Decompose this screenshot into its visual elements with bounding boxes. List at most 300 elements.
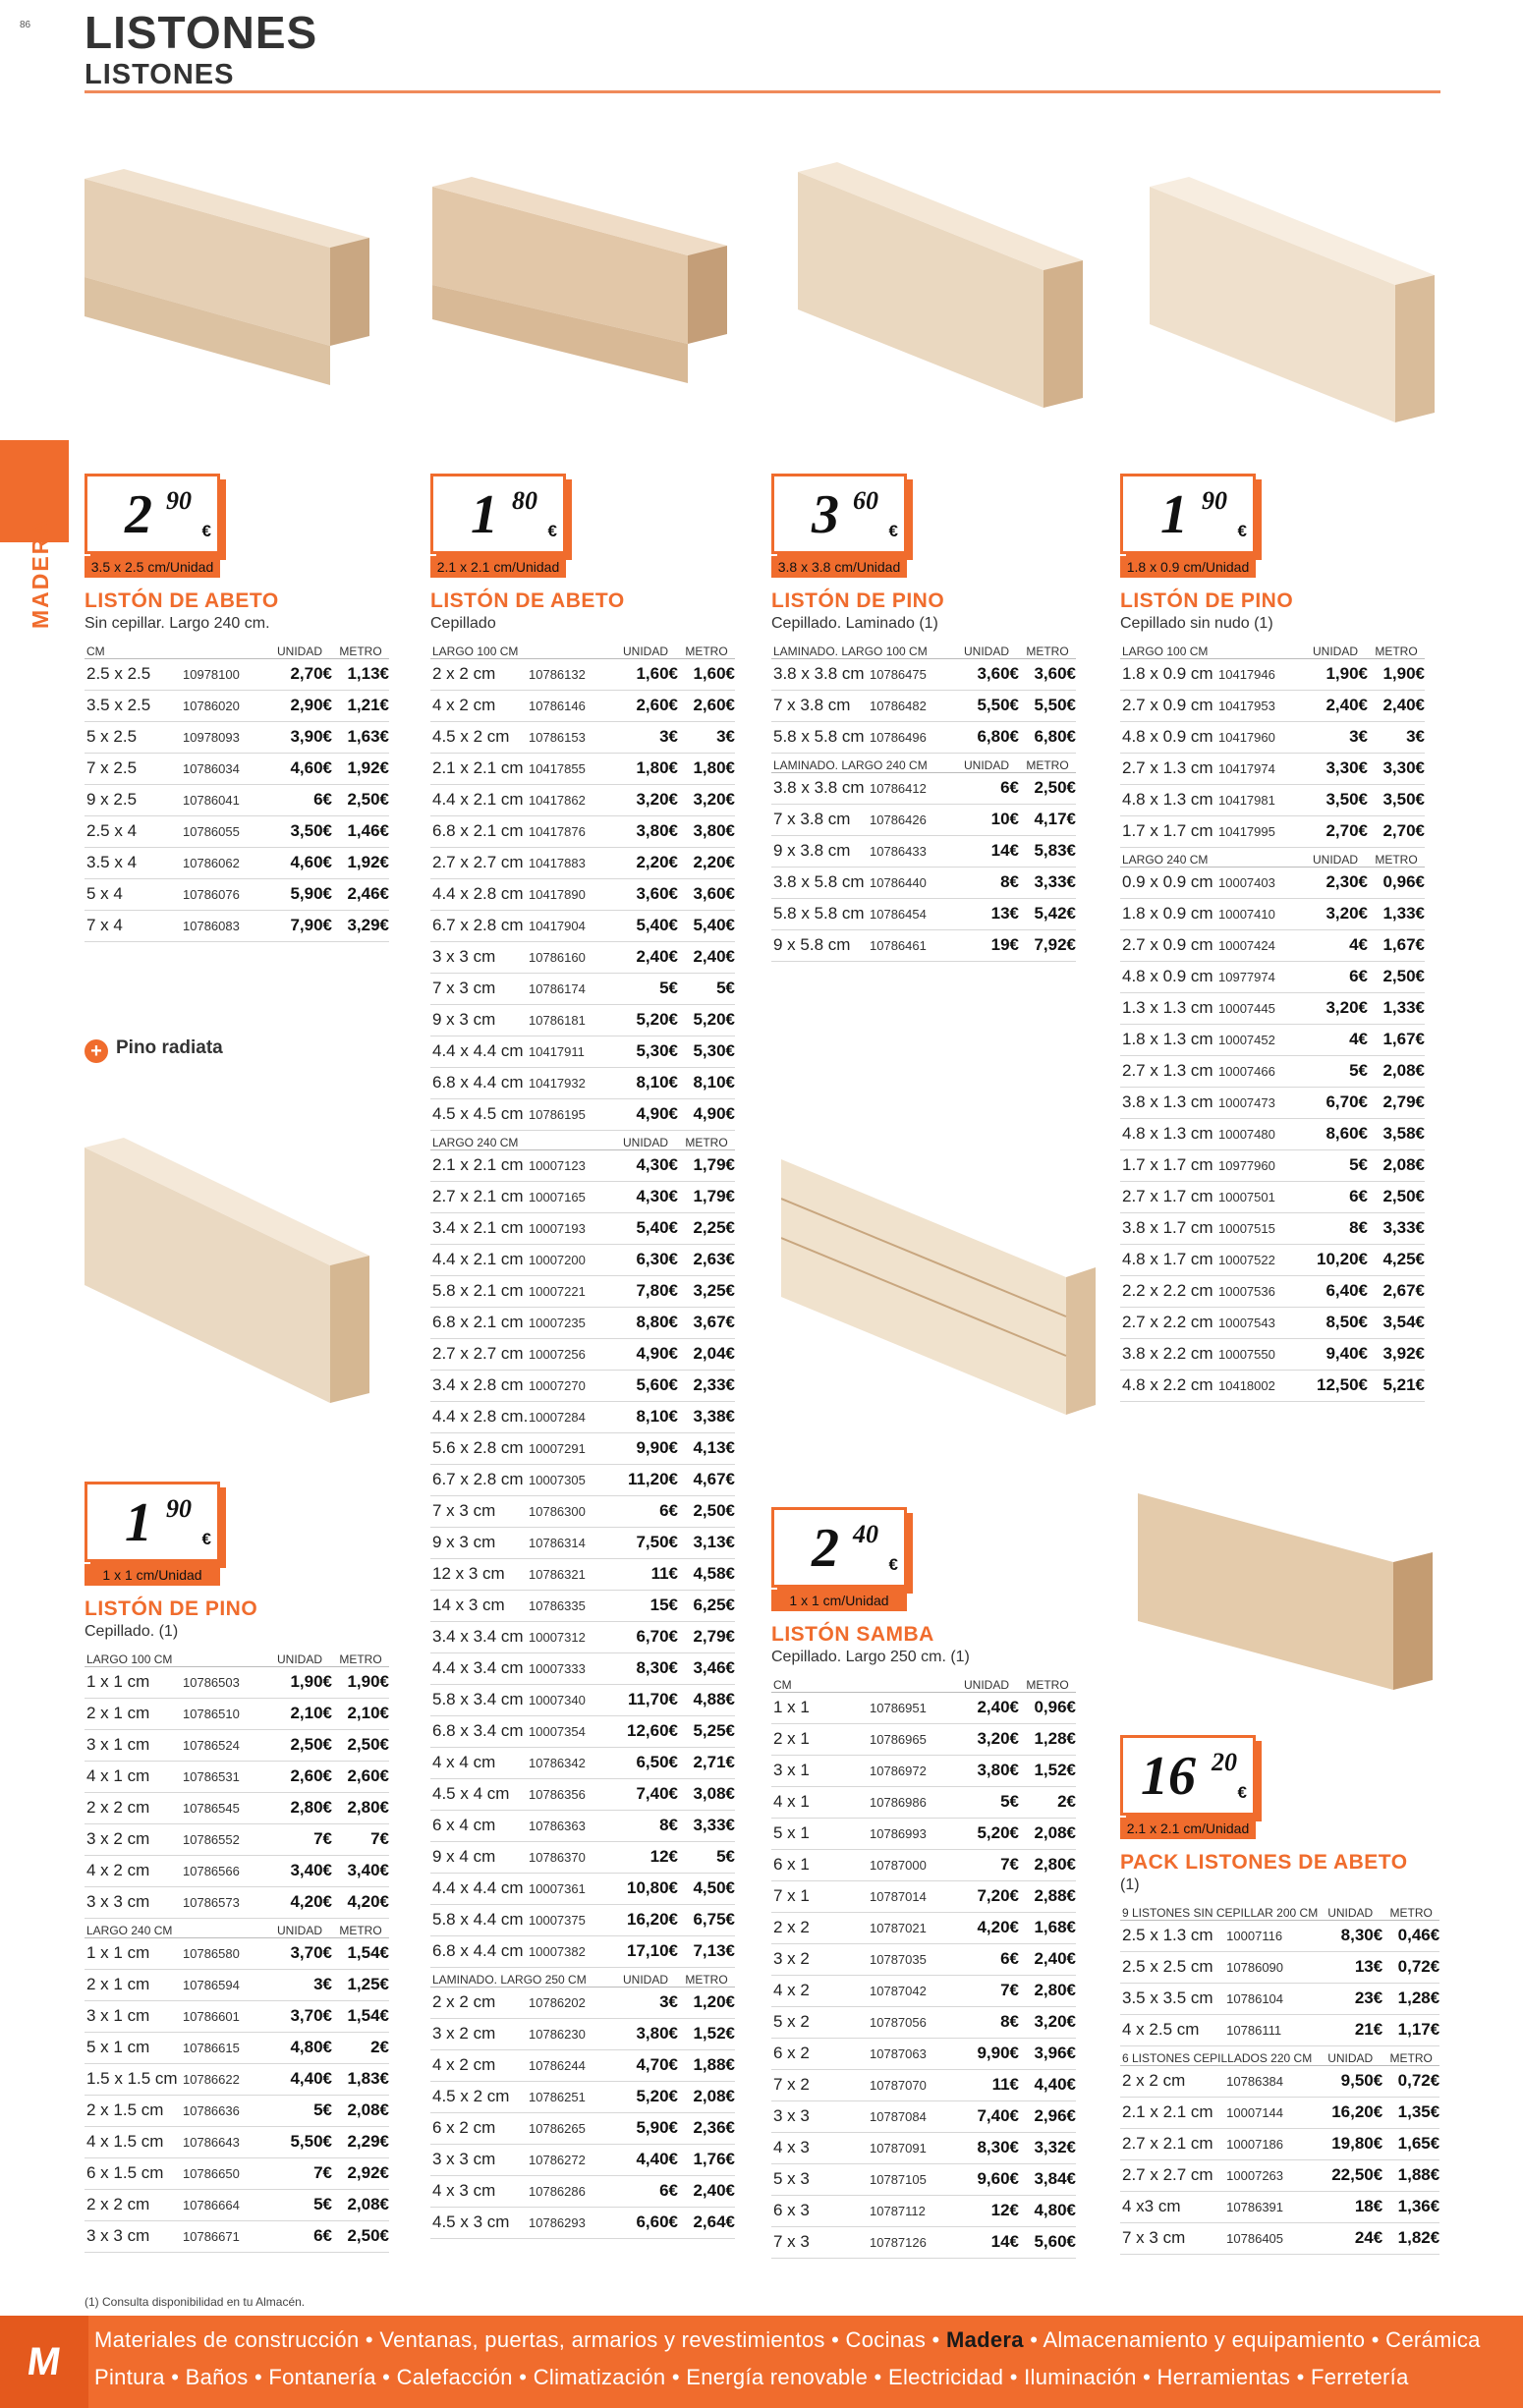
price-currency: € <box>1237 522 1247 540</box>
size-cell: 2.7 x 1.3 cm <box>1120 753 1218 784</box>
ref-cell: 10417904 <box>529 910 613 941</box>
unit-price-cell: 22,50€ <box>1318 2159 1382 2191</box>
meter-price-cell: 1,52€ <box>1019 1755 1076 1786</box>
size-cell: 3.8 x 2.2 cm <box>1120 1338 1218 1370</box>
meter-price-cell: 4,58€ <box>678 1558 735 1590</box>
ref-cell: 10786426 <box>870 804 954 835</box>
ref-cell: 10786034 <box>183 753 267 784</box>
category-link[interactable]: Cocinas <box>845 2327 927 2352</box>
ref-cell: 10786951 <box>870 1692 954 1723</box>
meter-price-cell: 4,13€ <box>678 1432 735 1464</box>
table-row <box>771 1786 1076 1818</box>
table-row <box>85 847 389 878</box>
table-section-header <box>1120 2045 1439 2065</box>
table-row <box>430 1558 735 1590</box>
category-link[interactable]: Fontanería <box>268 2365 376 2389</box>
price-table <box>430 639 735 2239</box>
ref-cell: 10007340 <box>529 1684 613 1715</box>
table-row <box>1120 992 1425 1024</box>
product-subtitle: Cepillado sin nudo (1) <box>1120 615 1273 632</box>
unit-price-cell: 4€ <box>1303 1024 1368 1055</box>
price-unit-label: 1 x 1 cm/Unidad <box>85 1564 220 1586</box>
table-row <box>430 1338 735 1370</box>
ref-cell: 10786552 <box>183 1823 267 1855</box>
unit-price-cell: 4,70€ <box>613 2049 678 2081</box>
ref-cell: 10007200 <box>529 1244 613 1275</box>
product-title: LISTÓN SAMBA <box>771 1623 934 1646</box>
size-cell: 2.2 x 2.2 cm <box>1120 1275 1218 1307</box>
price-cents: 60 <box>853 486 878 515</box>
unit-price-cell: 3,20€ <box>954 1723 1019 1755</box>
table-row <box>1120 1212 1425 1244</box>
table-row <box>85 2000 389 2032</box>
table-row <box>85 721 389 753</box>
unit-price-cell: 8,30€ <box>1318 1920 1382 1951</box>
size-cell: 3.5 x 4 <box>85 847 183 878</box>
unit-price-cell: 6,70€ <box>1303 1087 1368 1118</box>
size-cell: 3.8 x 3.8 cm <box>771 658 870 690</box>
price-box <box>430 474 566 554</box>
category-separator: • <box>164 2365 186 2389</box>
meter-price-cell: 1,46€ <box>332 815 389 847</box>
meter-price-cell: 1,88€ <box>1382 2159 1439 2191</box>
unit-price-cell: 8€ <box>954 2006 1019 2038</box>
meter-price-cell: 1,33€ <box>1368 992 1425 1024</box>
unit-price-cell: 8,30€ <box>613 1652 678 1684</box>
size-cell: 9 x 3.8 cm <box>771 835 870 867</box>
unit-price-cell: 5,20€ <box>613 1004 678 1036</box>
ref-cell: 10007291 <box>529 1432 613 1464</box>
size-cell: 4.5 x 2 cm <box>430 721 529 753</box>
meter-price-cell: 4,17€ <box>1019 804 1076 835</box>
wood-image-abeto-cepillado <box>432 177 737 403</box>
size-cell: 6 x 3 <box>771 2195 870 2226</box>
ref-cell: 10786146 <box>529 690 613 721</box>
unit-price-cell: 5€ <box>1303 1149 1368 1181</box>
ref-cell: 10786496 <box>870 721 954 753</box>
meter-price-cell: 2,46€ <box>332 878 389 910</box>
size-cell: 1 x 1 cm <box>85 1937 183 1969</box>
table-section-header <box>85 639 389 658</box>
size-cell: 1.8 x 0.9 cm <box>1120 658 1218 690</box>
size-cell: 4.4 x 2.1 cm <box>430 784 529 815</box>
table-row <box>85 1886 389 1918</box>
ref-cell: 10786041 <box>183 784 267 815</box>
meter-price-cell: 1,21€ <box>332 690 389 721</box>
meter-price-cell: 1,76€ <box>678 2144 735 2175</box>
category-link[interactable]: Cerámica <box>1385 2327 1481 2352</box>
category-link[interactable]: Ferretería <box>1311 2365 1409 2389</box>
size-cell: 3.8 x 1.7 cm <box>1120 1212 1218 1244</box>
section-title: LARGO 100 CM <box>430 639 613 658</box>
category-link[interactable]: Ventanas, puertas, armarios y revestimientos <box>379 2327 825 2352</box>
unit-price-cell: 6,70€ <box>613 1621 678 1652</box>
ref-cell: 10787105 <box>870 2163 954 2195</box>
category-row-1 <box>94 2327 1481 2353</box>
size-cell: 7 x 1 <box>771 1880 870 1912</box>
meter-price-cell: 1,68€ <box>1019 1912 1076 1943</box>
meter-price-cell: 3€ <box>1368 721 1425 753</box>
meter-price-cell: 2,40€ <box>1019 1943 1076 1975</box>
table-row <box>1120 898 1425 929</box>
ref-cell: 10787014 <box>870 1880 954 1912</box>
ref-cell: 10787070 <box>870 2069 954 2100</box>
price-table <box>85 639 389 942</box>
size-cell: 1.8 x 1.3 cm <box>1120 1024 1218 1055</box>
meter-price-cell: 2,40€ <box>1368 690 1425 721</box>
size-cell: 4.4 x 2.1 cm <box>430 1244 529 1275</box>
column-header-unidad: UNIDAD <box>267 1647 332 1666</box>
unit-price-cell: 5,40€ <box>613 910 678 941</box>
ref-cell: 10417862 <box>529 784 613 815</box>
category-link[interactable]: Almacenamiento y equipamiento <box>1043 2327 1366 2352</box>
size-cell: 2 x 2 cm <box>430 658 529 690</box>
unit-price-cell: 18€ <box>1318 2191 1382 2222</box>
column-header-metro: METRO <box>1019 1672 1076 1692</box>
table-row <box>430 1036 735 1067</box>
category-separator: • <box>824 2327 846 2352</box>
table-row <box>430 2207 735 2238</box>
ref-cell: 10007221 <box>529 1275 613 1307</box>
table-row <box>1120 658 1425 690</box>
table-row <box>430 2049 735 2081</box>
meter-price-cell: 4,67€ <box>678 1464 735 1495</box>
ref-cell: 10007361 <box>529 1873 613 1904</box>
table-row <box>1120 2097 1439 2128</box>
table-row <box>1120 2128 1439 2159</box>
table-row <box>771 1818 1076 1849</box>
category-link[interactable]: Climatización <box>533 2365 666 2389</box>
unit-price-cell: 7€ <box>954 1849 1019 1880</box>
wood-image-pack-abeto <box>1138 1493 1442 1719</box>
table-row <box>430 2144 735 2175</box>
size-cell: 4 x 2 cm <box>85 1855 183 1886</box>
meter-price-cell: 2,29€ <box>332 2126 389 2157</box>
size-cell: 2.7 x 1.3 cm <box>1120 1055 1218 1087</box>
unit-price-cell: 2,70€ <box>1303 815 1368 847</box>
ref-cell: 10787000 <box>870 1849 954 1880</box>
meter-price-cell: 1,36€ <box>1382 2191 1439 2222</box>
unit-price-cell: 5,50€ <box>267 2126 332 2157</box>
size-cell: 1.7 x 1.7 cm <box>1120 1149 1218 1181</box>
ref-cell: 10786475 <box>870 658 954 690</box>
ref-cell: 10786272 <box>529 2144 613 2175</box>
unit-price-cell: 5€ <box>1303 1055 1368 1087</box>
ref-cell: 10007536 <box>1218 1275 1303 1307</box>
table-row <box>430 1495 735 1527</box>
meter-price-cell: 3,46€ <box>678 1652 735 1684</box>
category-link[interactable]: Energía renovable <box>686 2365 869 2389</box>
ref-cell: 10786622 <box>183 2063 267 2095</box>
meter-price-cell: 1,79€ <box>678 1181 735 1212</box>
size-cell: 6 x 1.5 cm <box>85 2157 183 2189</box>
price-unit-label: 2.1 x 2.1 cm/Unidad <box>430 556 566 578</box>
ref-cell: 10786244 <box>529 2049 613 2081</box>
unit-price-cell: 6€ <box>954 1943 1019 1975</box>
table-row <box>771 1723 1076 1755</box>
category-link[interactable]: Pintura <box>94 2365 165 2389</box>
table-row <box>85 690 389 721</box>
unit-price-cell: 6,40€ <box>1303 1275 1368 1307</box>
ref-cell: 10007165 <box>529 1181 613 1212</box>
size-cell: 2.7 x 2.7 cm <box>1120 2159 1226 2191</box>
price-integer: 16 <box>1141 1746 1196 1807</box>
column-header-metro: METRO <box>1368 847 1425 867</box>
size-cell: 2.7 x 2.7 cm <box>430 847 529 878</box>
meter-price-cell: 3,80€ <box>678 815 735 847</box>
meter-price-cell: 3,25€ <box>678 1275 735 1307</box>
table-row <box>85 2157 389 2189</box>
size-cell: 4.8 x 1.3 cm <box>1120 784 1218 815</box>
unit-price-cell: 13€ <box>954 898 1019 929</box>
meter-price-cell: 2,08€ <box>1019 1818 1076 1849</box>
unit-price-cell: 3€ <box>613 1987 678 2018</box>
ref-cell: 10007382 <box>529 1935 613 1967</box>
table-row <box>771 2006 1076 2038</box>
size-cell: 9 x 4 cm <box>430 1841 529 1873</box>
price-cents: 40 <box>853 1520 878 1548</box>
unit-price-cell: 23€ <box>1318 1983 1382 2014</box>
table-row <box>1120 1370 1425 1401</box>
ref-cell: 10417995 <box>1218 815 1303 847</box>
ref-cell: 10417911 <box>529 1036 613 1067</box>
size-cell: 4 x 2 cm <box>430 690 529 721</box>
unit-price-cell: 2,20€ <box>613 847 678 878</box>
unit-price-cell: 2,50€ <box>267 1729 332 1761</box>
meter-price-cell: 1,25€ <box>332 1969 389 2000</box>
column-header-metro: METRO <box>332 1647 389 1666</box>
meter-price-cell: 1,83€ <box>332 2063 389 2095</box>
ref-cell: 10977960 <box>1218 1149 1303 1181</box>
column-header-unidad: UNIDAD <box>1303 847 1368 867</box>
size-cell: 7 x 2 <box>771 2069 870 2100</box>
meter-price-cell: 1,88€ <box>678 2049 735 2081</box>
unit-price-cell: 4,20€ <box>267 1886 332 1918</box>
price-unit-label: 1 x 1 cm/Unidad <box>771 1590 907 1611</box>
meter-price-cell: 1,28€ <box>1382 1983 1439 2014</box>
table-row <box>430 1810 735 1841</box>
meter-price-cell: 1,90€ <box>1368 658 1425 690</box>
unit-price-cell: 14€ <box>954 2226 1019 2258</box>
product-title: LISTÓN DE ABETO <box>430 589 625 612</box>
meter-price-cell: 1,63€ <box>332 721 389 753</box>
category-link[interactable]: Herramientas <box>1156 2365 1291 2389</box>
price-box <box>85 1482 220 1562</box>
price-cents: 90 <box>166 486 192 515</box>
table-row <box>771 835 1076 867</box>
unit-price-cell: 8,60€ <box>1303 1118 1368 1149</box>
column-header-unidad: UNIDAD <box>1318 2045 1382 2065</box>
size-cell: 4 x 2 <box>771 1975 870 2006</box>
wood-image-abeto-sin-cepillar <box>85 169 369 405</box>
meter-price-cell: 1,82€ <box>1382 2222 1439 2254</box>
size-cell: 4 x 2 cm <box>430 2049 529 2081</box>
ref-cell: 10007263 <box>1226 2159 1318 2191</box>
size-cell: 4 x3 cm <box>1120 2191 1226 2222</box>
column-header-unidad: UNIDAD <box>267 639 332 658</box>
table-section-header <box>430 1130 735 1149</box>
unit-price-cell: 4,30€ <box>613 1149 678 1181</box>
brand-logo <box>0 2316 88 2408</box>
unit-price-cell: 1,90€ <box>1303 658 1368 690</box>
table-row <box>85 784 389 815</box>
table-row <box>85 815 389 847</box>
size-cell: 4.5 x 3 cm <box>430 2207 529 2238</box>
unit-price-cell: 6€ <box>613 2175 678 2207</box>
meter-price-cell: 1,13€ <box>332 658 389 690</box>
meter-price-cell: 6,75€ <box>678 1904 735 1935</box>
category-link[interactable]: Madera <box>945 2327 1024 2352</box>
unit-price-cell: 5,90€ <box>613 2112 678 2144</box>
unit-price-cell: 15€ <box>613 1590 678 1621</box>
product-title: PACK LISTONES DE ABETO <box>1120 1851 1408 1874</box>
unit-price-cell: 3,20€ <box>613 784 678 815</box>
size-cell: 4 x 2.5 cm <box>1120 2014 1226 2045</box>
ref-cell: 10786615 <box>183 2032 267 2063</box>
column-header-unidad: UNIDAD <box>613 1967 678 1987</box>
ref-cell: 10786482 <box>870 690 954 721</box>
meter-price-cell: 3,08€ <box>678 1778 735 1810</box>
unit-price-cell: 2,60€ <box>613 690 678 721</box>
unit-price-cell: 3,70€ <box>267 2000 332 2032</box>
ref-cell: 10786503 <box>183 1666 267 1698</box>
column-header-metro: METRO <box>1382 2045 1439 2065</box>
category-link[interactable]: Materiales de construcción <box>94 2327 360 2352</box>
ref-cell: 10417974 <box>1218 753 1303 784</box>
header-rule <box>85 90 1440 93</box>
table-row <box>430 721 735 753</box>
unit-price-cell: 5,20€ <box>613 2081 678 2112</box>
ref-cell: 10786384 <box>1226 2065 1318 2097</box>
meter-price-cell: 2,40€ <box>678 2175 735 2207</box>
meter-price-cell: 2,50€ <box>1368 1181 1425 1212</box>
ref-cell: 10786580 <box>183 1937 267 1969</box>
table-row <box>1120 1983 1439 2014</box>
table-row <box>1120 1275 1425 1307</box>
ref-cell: 10007312 <box>529 1621 613 1652</box>
ref-cell: 10007256 <box>529 1338 613 1370</box>
meter-price-cell: 1,60€ <box>678 658 735 690</box>
unit-price-cell: 3,20€ <box>1303 898 1368 929</box>
meter-price-cell: 4,40€ <box>1019 2069 1076 2100</box>
unit-price-cell: 9,50€ <box>1318 2065 1382 2097</box>
ref-cell: 10786020 <box>183 690 267 721</box>
category-separator: • <box>248 2365 269 2389</box>
unit-price-cell: 7,40€ <box>613 1778 678 1810</box>
ref-cell: 10007550 <box>1218 1338 1303 1370</box>
meter-price-cell: 3,50€ <box>1368 784 1425 815</box>
size-cell: 2.1 x 2.1 cm <box>430 753 529 784</box>
size-cell: 4 x 3 <box>771 2132 870 2163</box>
table-row <box>1120 1244 1425 1275</box>
ref-cell: 10417946 <box>1218 658 1303 690</box>
ref-cell: 10978100 <box>183 658 267 690</box>
table-row <box>85 1729 389 1761</box>
price-integer: 1 <box>1160 484 1188 545</box>
ref-cell: 10786251 <box>529 2081 613 2112</box>
price-box <box>771 474 907 554</box>
meter-price-cell: 2,50€ <box>332 2220 389 2252</box>
category-link[interactable]: Iluminación <box>1024 2365 1137 2389</box>
price-table <box>771 1672 1076 2259</box>
size-cell: 1 x 1 <box>771 1692 870 1723</box>
category-separator: • <box>359 2327 380 2352</box>
size-cell: 7 x 3.8 cm <box>771 690 870 721</box>
table-row <box>430 1275 735 1307</box>
page-number: 86 <box>20 20 31 30</box>
ref-cell: 10007284 <box>529 1401 613 1432</box>
table-row <box>1120 1338 1425 1370</box>
size-cell: 3 x 1 <box>771 1755 870 1786</box>
size-cell: 5 x 4 <box>85 878 183 910</box>
price-currency: € <box>201 522 211 540</box>
meter-price-cell: 3,33€ <box>678 1810 735 1841</box>
unit-price-cell: 4€ <box>1303 929 1368 961</box>
product-subtitle: Sin cepillar. Largo 240 cm. <box>85 615 270 632</box>
category-link[interactable]: Baños <box>185 2365 249 2389</box>
size-cell: 4.4 x 4.4 cm <box>430 1873 529 1904</box>
table-row <box>1120 721 1425 753</box>
size-cell: 9 x 3 cm <box>430 1004 529 1036</box>
unit-price-cell: 9,40€ <box>1303 1338 1368 1370</box>
unit-price-cell: 3€ <box>1303 721 1368 753</box>
ref-cell: 10786055 <box>183 815 267 847</box>
table-row <box>430 1527 735 1558</box>
ref-cell: 10787042 <box>870 1975 954 2006</box>
unit-price-cell: 2,60€ <box>267 1761 332 1792</box>
size-cell: 2 x 1 cm <box>85 1698 183 1729</box>
unit-price-cell: 3,70€ <box>267 1937 332 1969</box>
size-cell: 0.9 x 0.9 cm <box>1120 867 1218 898</box>
meter-price-cell: 3,92€ <box>1368 1338 1425 1370</box>
table-row <box>430 658 735 690</box>
table-row <box>85 658 389 690</box>
table-row <box>85 2220 389 2252</box>
ref-cell: 10786174 <box>529 973 613 1004</box>
size-cell: 1 x 1 cm <box>85 1666 183 1698</box>
price-unit-label: 2.1 x 2.1 cm/Unidad <box>1120 1818 1256 1839</box>
section-title: CM <box>85 639 267 658</box>
size-cell: 4.8 x 2.2 cm <box>1120 1370 1218 1401</box>
meter-price-cell: 2,50€ <box>1368 961 1425 992</box>
ref-cell: 10417953 <box>1218 690 1303 721</box>
ref-cell: 10007501 <box>1218 1181 1303 1212</box>
table-row <box>771 2132 1076 2163</box>
meter-price-cell: 0,96€ <box>1019 1692 1076 1723</box>
meter-price-cell: 2,08€ <box>1368 1149 1425 1181</box>
size-cell: 3.4 x 3.4 cm <box>430 1621 529 1652</box>
size-cell: 2 x 2 cm <box>85 2189 183 2220</box>
size-cell: 5.8 x 2.1 cm <box>430 1275 529 1307</box>
section-title: LAMINADO. LARGO 100 CM <box>771 639 954 658</box>
ref-cell: 10786566 <box>183 1855 267 1886</box>
size-cell: 6.8 x 2.1 cm <box>430 815 529 847</box>
unit-price-cell: 4,20€ <box>954 1912 1019 1943</box>
size-cell: 7 x 3 cm <box>430 973 529 1004</box>
meter-price-cell: 5,20€ <box>678 1004 735 1036</box>
table-row <box>85 2189 389 2220</box>
product-title: LISTÓN DE ABETO <box>85 589 279 612</box>
meter-price-cell: 8,10€ <box>678 1067 735 1098</box>
size-cell: 5 x 2.5 <box>85 721 183 753</box>
size-cell: 7 x 3 cm <box>430 1495 529 1527</box>
category-link[interactable]: Electricidad <box>887 2365 1004 2389</box>
ref-cell: 10786300 <box>529 1495 613 1527</box>
size-cell: 3 x 2 cm <box>430 2018 529 2049</box>
category-link[interactable]: Calefacción <box>396 2365 513 2389</box>
table-row <box>430 941 735 973</box>
ref-cell: 10786160 <box>529 941 613 973</box>
